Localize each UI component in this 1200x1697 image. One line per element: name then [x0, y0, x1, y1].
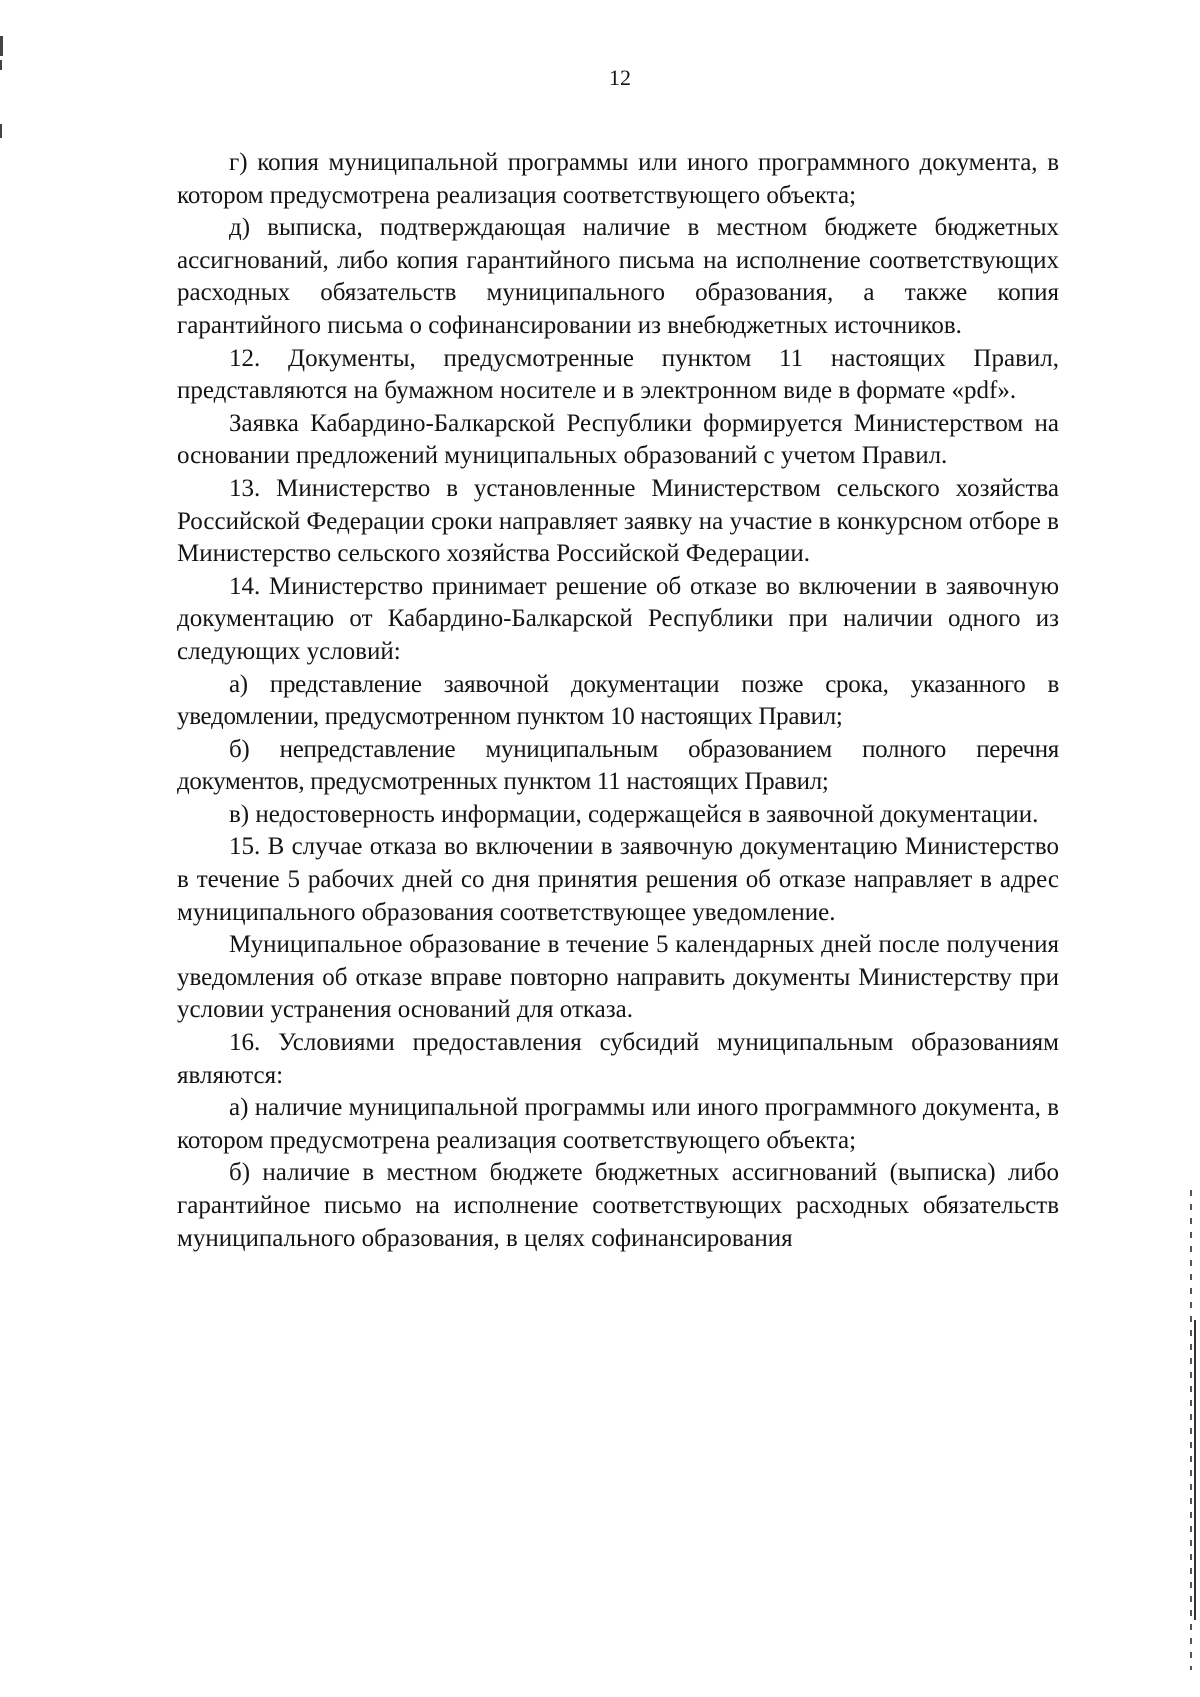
paragraph-resubmission: Муниципальное образование в течение 5 календарных дней после получения уведомления об отказе вправе повторно направить документы Министерству при условии устранения оснований для отказа. — [177, 931, 1059, 1024]
page-number: 12 — [609, 65, 631, 90]
scan-artifact-left-lower — [0, 124, 2, 138]
paragraph-item-d: д) выписка, подтверждающая наличие в местном бюджете бюджетных ассигнований, либо копия гарантийного письма на исполнение соответствующих расходных обязательств муниципального образования, а также копия гарантийного письма о софинансировании из внебюджетных источников. — [177, 214, 1059, 339]
paragraph-point-16-b: б) наличие в местном бюджете бюджетных ассигнований (выписка) либо гарантийное письмо на исполнение соответствующих расходных обязательств муниципального образования, в целях софинансирования — [177, 1159, 1059, 1252]
paragraph-point-13: 13. Министерство в установленные Министерством сельского хозяйства Российской Федерации сроки направляет заявку на участие в конкурсном отборе в Министерство сельского хозяйства Российской Федерации. — [177, 474, 1059, 568]
paragraph-point-14-v: в) недостоверность информации, содержащейся в заявочной документации. — [229, 800, 1039, 828]
paragraph-item-g: г) копия муниципальной программы или иного программного документа, в котором предусмотрена реализация соответствующего объекта; — [177, 149, 1059, 209]
scan-artifact-right-dashed-edge — [1190, 1190, 1192, 1670]
paragraph-point-16-a: а) наличие муниципальной программы или иного программного документа, в котором предусмотрена реализация соответствующего объекта; — [177, 1094, 1059, 1154]
scan-artifact-right-solid-edge — [1194, 1320, 1196, 1620]
document-body — [177, 147, 1059, 1255]
paragraph-application-formation: Заявка Кабардино-Балкарской Республики формируется Министерством на основании предложений муниципальных образований с учетом Правил. — [177, 409, 1059, 470]
paragraph-point-12: 12. Документы, предусмотренные пунктом 11 настоящих Правил, представляются на бумажном носителе и в электронном виде в формате «pdf». — [177, 344, 1059, 405]
paragraph-point-14: 14. Министерство принимает решение об отказе во включении в заявочную документацию от Кабардино-Балкарской Республики при наличии одного из следующих условий: — [177, 572, 1059, 665]
paragraph-point-15: 15. В случае отказа во включении в заявочную документацию Министерство в течение 5 рабочих дней со дня принятия решения об отказе направляет в адрес муниципального образования соответствующее уведомление. — [177, 833, 1059, 926]
paragraph-point-14-a: а) представление заявочной документации позже срока, указанного в уведомлении, предусмотренном пунктом 10 настоящих Правил; — [177, 670, 1059, 731]
scan-artifact-left-top — [0, 36, 3, 56]
paragraph-point-16: 16. Условиями предоставления субсидий муниципальным образованиям являются: — [177, 1029, 1059, 1089]
paragraph-point-14-b: б) непредставление муниципальным образованием полного перечня документов, предусмотренных пунктом 11 настоящих Правил; — [177, 735, 1059, 796]
